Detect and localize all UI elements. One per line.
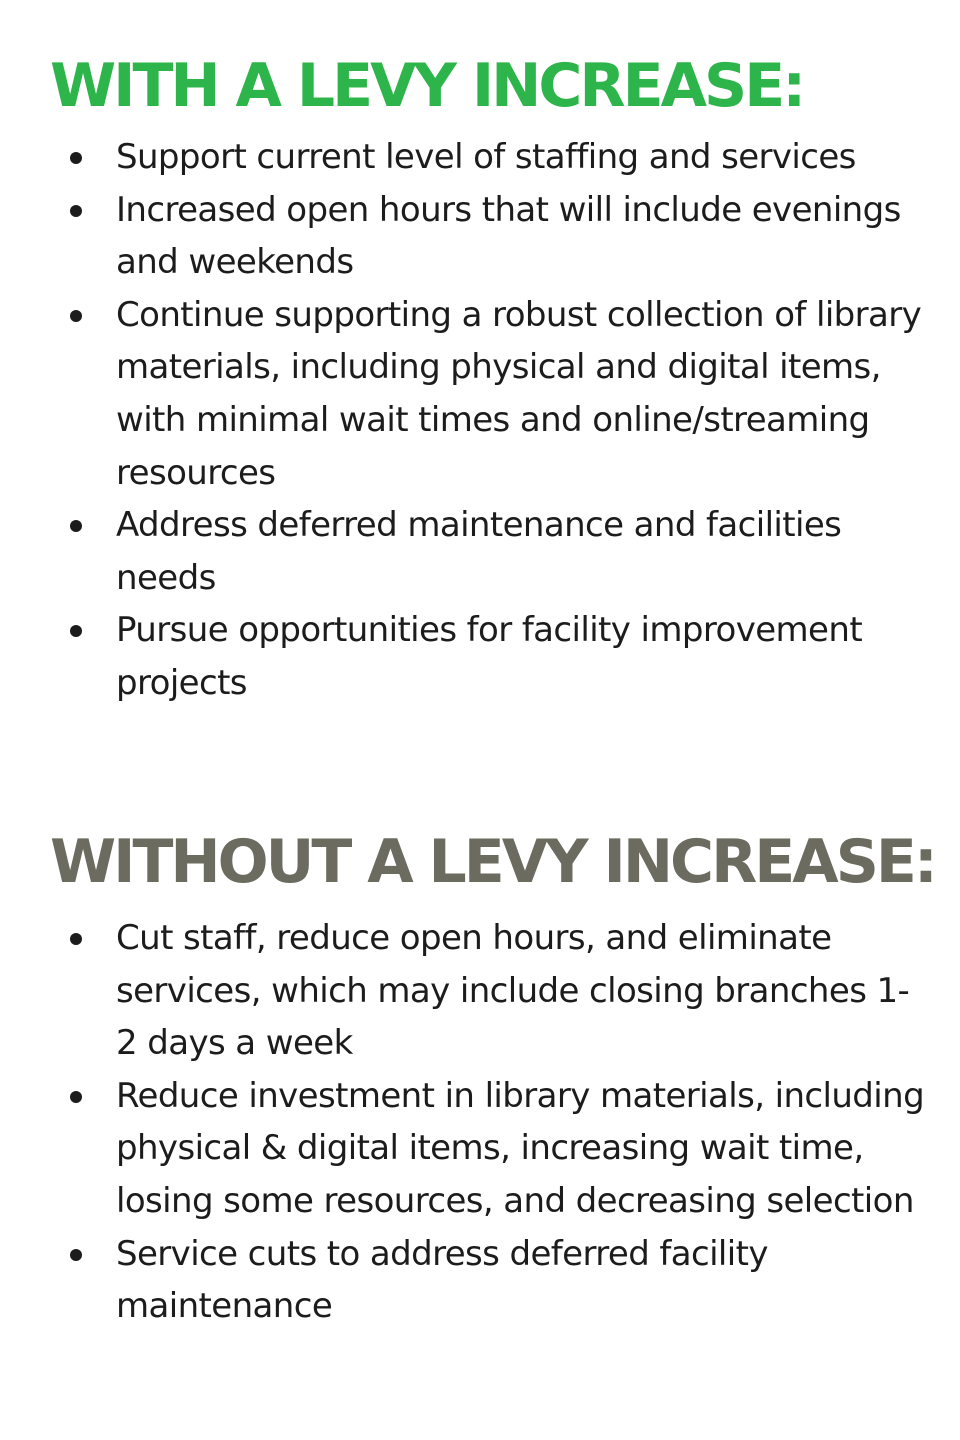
list-item-text: Service cuts to address deferred facility maintenance [116,1233,768,1327]
list-item [50,131,930,184]
bullet-icon [70,933,82,945]
bullet-icon [70,520,82,532]
with-levy-section [50,48,930,710]
list-item-text: Support current level of staffing and services [116,137,856,177]
bullet-icon [70,1091,82,1103]
list-item-text: Cut staff, reduce open hours, and eliminate services, which may include closing branches 1-2 days a week [116,918,910,1064]
list-item-text: Address deferred maintenance and facilities needs [116,505,842,598]
list-item [50,289,930,499]
list-item [50,1228,930,1333]
list-item [50,604,930,709]
list-item-text: Pursue opportunities for facility improvement projects [116,610,863,703]
list-item [50,499,930,604]
without-levy-heading: WITHOUT A LEVY INCREASE: [50,827,935,897]
with-levy-list [50,131,930,710]
list-item-text: Continue supporting a robust collection of library materials, including physical and digital items, with minimal wait times and online/streaming resources [116,294,922,493]
without-levy-list [50,912,930,1333]
list-item-text: Increased open hours that will include evenings and weekends [116,189,901,283]
list-item [50,184,930,289]
with-levy-heading: WITH A LEVY INCREASE: [50,51,804,121]
list-item [50,912,930,1070]
list-item-text: Reduce investment in library materials, including physical & digital items, increasing wait time, losing some resources, and decreasing selection [116,1075,925,1221]
bullet-icon [70,310,82,322]
without-levy-section [50,824,935,1333]
bullet-icon [70,205,82,217]
list-item [50,1070,930,1228]
bullet-icon [70,1249,82,1261]
bullet-icon [70,152,82,164]
bullet-icon [70,625,82,637]
